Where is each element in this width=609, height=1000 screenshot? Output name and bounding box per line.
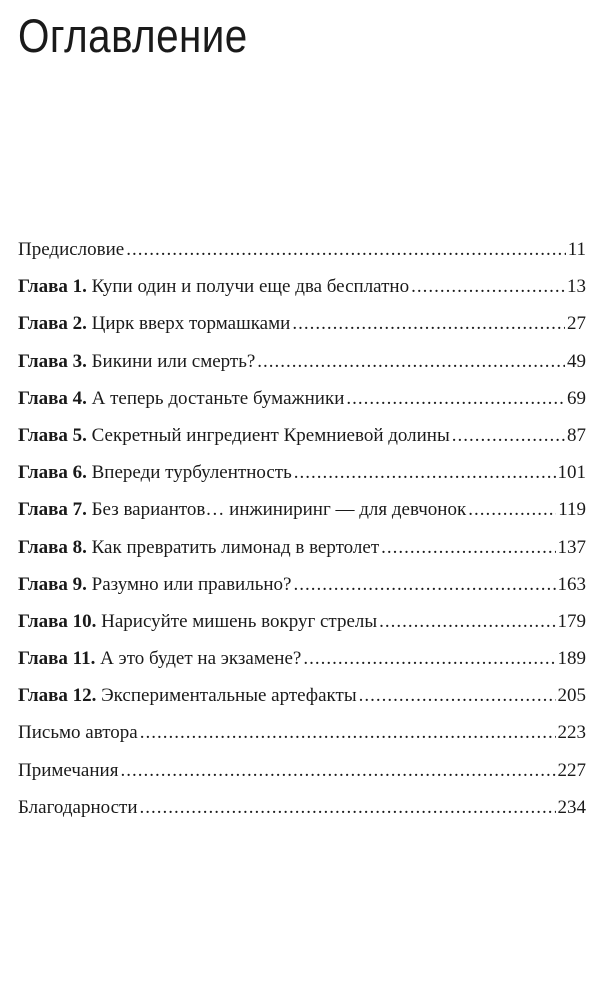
toc-entry-label <box>18 714 138 751</box>
toc-chapter-number: Глава 8. <box>18 536 87 558</box>
toc-entry-title: Экспериментальные артефакты <box>101 685 357 707</box>
toc-chapter-number: Глава 9. <box>18 573 87 595</box>
toc-page-number: 205 <box>557 685 586 707</box>
toc-chapter-number: Глава 12. <box>18 685 97 707</box>
toc-leader-dots <box>120 752 555 789</box>
toc-chapter-number: Глава 6. <box>18 462 87 484</box>
toc-entry-title: Впереди турбулентность <box>91 462 292 484</box>
toc-page-number: 223 <box>557 722 586 744</box>
toc-entry-title: Купи один и получи еще два бесплатно <box>91 276 410 298</box>
toc-leader-dots <box>292 305 565 342</box>
toc-entry-author-letter[interactable] <box>18 714 586 751</box>
toc-entry-chapter-6[interactable] <box>18 454 586 491</box>
toc-entry-chapter-2[interactable] <box>18 305 586 342</box>
toc-entry-chapter-4[interactable] <box>18 380 586 417</box>
toc-entry-label <box>18 789 138 826</box>
toc-entry-title: Секретный ингредиент Кремниевой долины <box>91 424 450 446</box>
toc-leader-dots <box>293 566 555 603</box>
toc-leader-dots <box>294 454 556 491</box>
toc-entry-chapter-1[interactable] <box>18 268 586 305</box>
toc-entry-label <box>18 491 466 528</box>
toc-chapter-number: Глава 10. <box>18 610 97 632</box>
toc-entry-label <box>18 529 379 566</box>
toc-page-number: 119 <box>558 499 586 521</box>
toc-leader-dots <box>303 640 555 677</box>
toc-leader-dots <box>359 677 556 714</box>
toc-chapter-number: Глава 2. <box>18 313 87 335</box>
toc-leader-dots <box>452 417 565 454</box>
toc-page-number: 87 <box>567 424 586 446</box>
toc-entry-preface[interactable] <box>18 231 586 268</box>
toc-leader-dots <box>140 714 556 751</box>
toc-leader-dots <box>346 380 565 417</box>
toc-chapter-number: Глава 3. <box>18 350 87 372</box>
toc-entry-title: Письмо автора <box>18 722 138 744</box>
toc-page-number: 227 <box>557 759 586 781</box>
toc-chapter-number: Глава 5. <box>18 424 87 446</box>
toc-page-number: 163 <box>557 573 586 595</box>
toc-entry-chapter-11[interactable] <box>18 640 586 677</box>
toc-page-number: 234 <box>557 796 586 818</box>
toc-entry-chapter-12[interactable] <box>18 677 586 714</box>
toc-leader-dots <box>257 343 565 380</box>
toc-entry-label <box>18 640 301 677</box>
toc-entry-label <box>18 343 255 380</box>
toc-leader-dots <box>411 268 565 305</box>
toc-leader-dots <box>379 603 555 640</box>
toc-entry-chapter-10[interactable] <box>18 603 586 640</box>
toc-entry-label <box>18 603 377 640</box>
toc-leader-dots <box>468 491 556 528</box>
toc-entry-title: Как превратить лимонад в вертолет <box>91 536 380 558</box>
table-of-contents <box>18 231 586 826</box>
toc-entry-label <box>18 417 450 454</box>
toc-chapter-number: Глава 7. <box>18 499 87 521</box>
toc-entry-title: Бикини или смерть? <box>91 350 256 372</box>
toc-entry-title: Примечания <box>18 759 119 781</box>
toc-entry-title: Цирк вверх тормашками <box>91 313 291 335</box>
toc-entry-title: Без вариантов… инжиниринг — для девчонок <box>91 499 467 521</box>
toc-entry-label <box>18 231 124 268</box>
toc-entry-label <box>18 752 118 789</box>
toc-entry-title: Нарисуйте мишень вокруг стрелы <box>101 610 378 632</box>
toc-entry-title: Предисловие <box>18 239 125 260</box>
toc-page-number: 189 <box>557 648 586 670</box>
toc-entry-label <box>18 566 291 603</box>
toc-entry-label <box>18 380 344 417</box>
toc-page-number: 49 <box>567 350 586 372</box>
toc-entry-title: Разумно или правильно? <box>91 573 292 595</box>
toc-page-number: 137 <box>557 536 586 558</box>
toc-entry-chapter-9[interactable] <box>18 566 586 603</box>
toc-page-number: 179 <box>557 610 586 632</box>
toc-entry-label <box>18 454 292 491</box>
toc-entry-label <box>18 677 357 714</box>
toc-entry-acknowledgements[interactable] <box>18 789 586 826</box>
toc-entry-chapter-5[interactable] <box>18 417 586 454</box>
toc-chapter-number: Глава 4. <box>18 387 87 409</box>
toc-entry-title: А теперь достаньте бумажники <box>91 387 345 409</box>
toc-entry-chapter-7[interactable] <box>18 491 586 528</box>
toc-entry-title: А это будет на экзамене? <box>100 648 302 670</box>
toc-chapter-number: Глава 11. <box>18 648 96 670</box>
toc-page-number: 11 <box>567 239 586 260</box>
toc-entry-label <box>18 268 409 305</box>
toc-leader-dots <box>126 231 565 268</box>
toc-leader-dots <box>381 529 555 566</box>
toc-page-number: 101 <box>557 462 586 484</box>
toc-entry-title: Благодарности <box>18 796 138 818</box>
toc-page-number: 27 <box>567 313 586 335</box>
toc-chapter-number: Глава 1. <box>18 276 87 298</box>
toc-page-number: 69 <box>567 387 586 409</box>
toc-entry-chapter-3[interactable] <box>18 343 586 380</box>
toc-entry-label <box>18 305 290 342</box>
toc-page-number: 13 <box>567 276 586 298</box>
page-title: Оглавление <box>18 9 248 62</box>
toc-entry-notes[interactable] <box>18 752 586 789</box>
toc-leader-dots <box>140 789 556 826</box>
toc-entry-chapter-8[interactable] <box>18 529 586 566</box>
